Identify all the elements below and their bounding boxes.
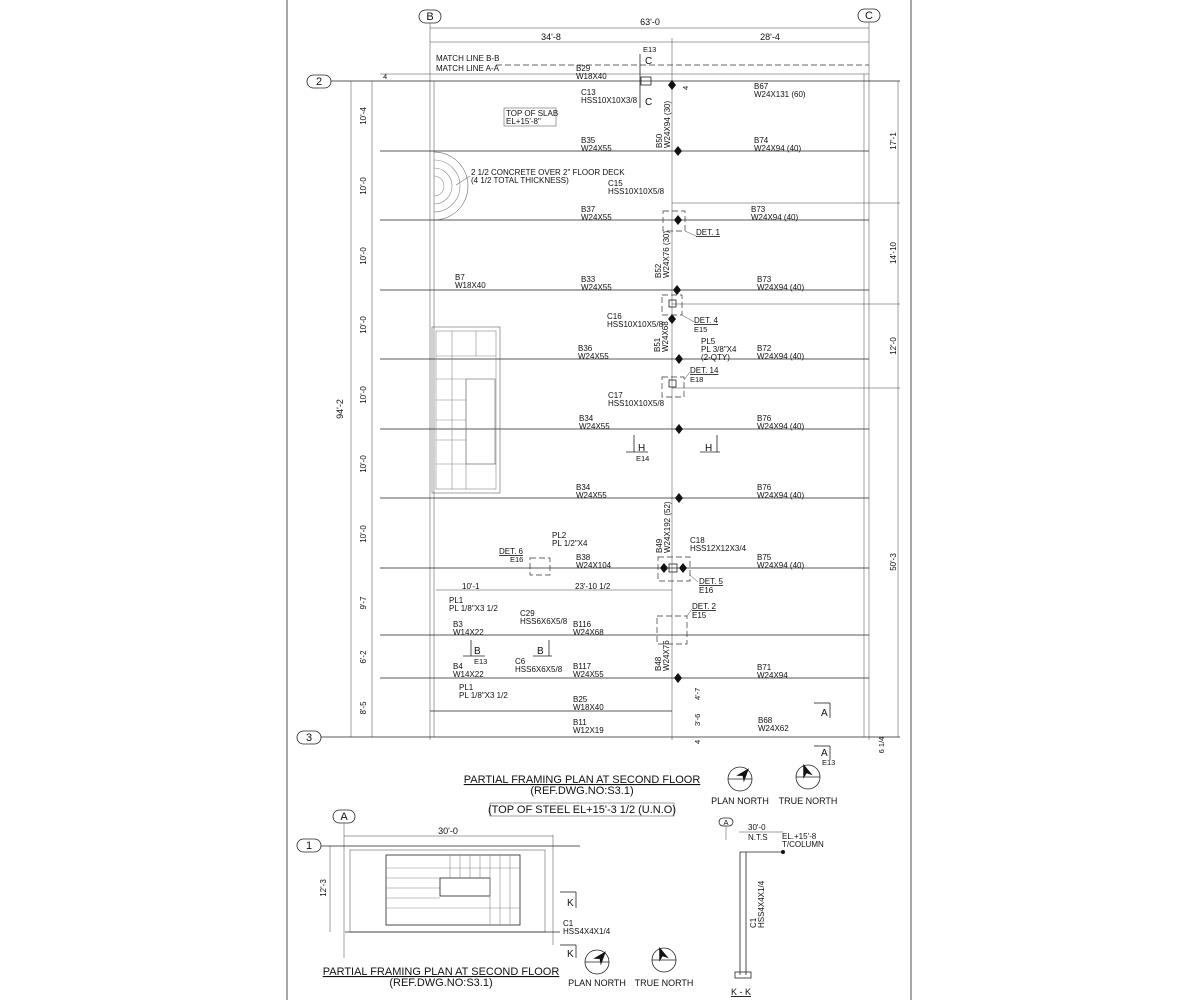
beam-label-b3: B3 [453, 620, 463, 629]
column-label-c6: C6 [515, 657, 526, 666]
main-plan-title: PARTIAL FRAMING PLAN AT SECOND FLOOR [463, 774, 701, 786]
svg-text:1: 1 [305, 840, 313, 852]
svg-text:H: H [638, 443, 646, 454]
svg-text:A: A [340, 811, 348, 823]
svg-text:4: 4 [693, 739, 702, 744]
svg-text:W18X40: W18X40 [455, 281, 486, 290]
svg-text:HSS6X6X5/8: HSS6X6X5/8 [520, 617, 568, 626]
svg-text:W24X94 (40): W24X94 (40) [754, 144, 802, 153]
plan-north-icon-2 [585, 948, 610, 974]
svg-text:W24X94 (40): W24X94 (40) [757, 561, 805, 570]
plate-label-pl1b: PL1 [459, 683, 474, 692]
grid-bubble-b [419, 10, 441, 23]
svg-text:A: A [821, 708, 828, 719]
beam-label-b4: B4 [453, 662, 463, 671]
svg-text:HSS10X10X3/8: HSS10X10X3/8 [581, 96, 638, 105]
svg-text:TOP OF SLAB: TOP OF SLAB [506, 109, 559, 118]
sub-plan [297, 810, 611, 960]
beam-label-b38: B38 [576, 553, 591, 562]
section-kk-title: K - K [730, 987, 752, 997]
svg-text:9'-7: 9'-7 [359, 596, 368, 610]
beam-label-b74: B74 [754, 136, 769, 145]
grid-bubble-3 [297, 731, 321, 744]
true-north-label-2: TRUE NORTH [634, 978, 694, 988]
grid-bubble-c [858, 9, 880, 22]
section-marker-c [640, 45, 656, 108]
beam-label-b49: B49 [655, 538, 664, 553]
svg-text:C: C [645, 56, 653, 67]
svg-text:4'-7: 4'-7 [693, 687, 702, 700]
beam-label-b68: B68 [758, 716, 773, 725]
svg-text:E15: E15 [694, 325, 708, 334]
beam-labels [449, 64, 806, 744]
beam-label-b117: B117 [573, 662, 592, 671]
match-line-aa-label: MATCH LINE A-A [436, 64, 499, 73]
top-of-slab-note [504, 108, 558, 126]
svg-text:C: C [865, 10, 873, 22]
true-north-icon-2 [652, 945, 676, 972]
plan-north-label-2: PLAN NORTH [568, 978, 626, 988]
svg-text:W24X55: W24X55 [581, 213, 612, 222]
beam-label-b33: B33 [581, 275, 596, 284]
beam-label-b29: B29 [576, 64, 591, 73]
beam-label-b116: B116 [573, 620, 592, 629]
svg-text:B: B [426, 11, 434, 23]
svg-text:W24X55: W24X55 [581, 283, 612, 292]
svg-text:W24X94 (40): W24X94 (40) [751, 213, 799, 222]
svg-text:W14X22: W14X22 [453, 670, 484, 679]
svg-text:4: 4 [681, 85, 690, 90]
beam-label-b73b: B73 [757, 275, 772, 284]
beam-label-b51: B51 [653, 337, 662, 352]
svg-text:HSS4X4X1/4: HSS4X4X1/4 [757, 880, 766, 928]
plate-label-pl5: PL5 [701, 337, 716, 346]
column-label-c15: C15 [608, 179, 623, 188]
svg-text:A: A [723, 818, 729, 827]
svg-text:HSS10X10X5/8: HSS10X10X5/8 [608, 399, 665, 408]
beam-label-b76b: B76 [757, 483, 772, 492]
column-label-c18: C18 [690, 536, 705, 545]
svg-text:W24X55: W24X55 [576, 491, 607, 500]
deck-note [456, 168, 625, 185]
svg-text:6'-2: 6'-2 [359, 650, 368, 664]
right-dimensions [877, 81, 898, 753]
kk-tcolumn: T/COLUMN [782, 840, 824, 849]
svg-text:PL 3/8"X4: PL 3/8"X4 [701, 345, 737, 354]
svg-text:HSS4X4X1/4: HSS4X4X1/4 [563, 927, 611, 936]
svg-text:W24X68: W24X68 [573, 628, 604, 637]
det-1: DET. 1 [696, 228, 721, 237]
svg-text:W24X55: W24X55 [573, 670, 604, 679]
svg-text:K: K [567, 898, 574, 909]
svg-text:W18X40: W18X40 [573, 703, 604, 712]
column-markers [641, 77, 687, 683]
stair-core [432, 327, 500, 493]
svg-text:W12X19: W12X19 [573, 726, 604, 735]
beam-label-b34a: B34 [579, 414, 594, 423]
sub-plan-title: PARTIAL FRAMING PLAN AT SECOND FLOOR [322, 966, 560, 978]
match-line-bb-label: MATCH LINE B-B [436, 54, 500, 63]
beam-label-b75: B75 [757, 553, 772, 562]
svg-text:EL+15'-8": EL+15'-8" [506, 117, 541, 126]
dim-10-1: 10'-1 [462, 582, 480, 591]
svg-text:W24X94 (40): W24X94 (40) [757, 283, 805, 292]
main-plan [297, 9, 900, 767]
svg-text:W24X62: W24X62 [758, 724, 789, 733]
svg-text:W24X94: W24X94 [757, 671, 788, 680]
svg-text:W24X55: W24X55 [578, 352, 609, 361]
svg-text:W14X22: W14X22 [453, 628, 484, 637]
main-plan-ref: (REF.DWG.NO:S3.1) [530, 785, 634, 797]
svg-text:W24X55: W24X55 [581, 144, 612, 153]
plan-north-icon [728, 765, 753, 791]
column-label-c13: C13 [581, 88, 596, 97]
svg-text:10'-0: 10'-0 [359, 525, 368, 543]
svg-text:2 1/2 CONCRETE OVER 2" FLOOR D: 2 1/2 CONCRETE OVER 2" FLOOR DECK [471, 168, 625, 177]
svg-text:HSS12X12X3/4: HSS12X12X3/4 [690, 544, 747, 553]
detail-boxes [530, 211, 698, 644]
beam-label-b52: B52 [654, 263, 663, 278]
svg-text:PL 1/2"X4: PL 1/2"X4 [552, 539, 588, 548]
dim-sub-height: 12'-3 [319, 879, 328, 897]
det-5: DET. 5 [699, 577, 724, 586]
svg-text:W24X192 (52): W24X192 (52) [663, 501, 672, 553]
dim-23-10: 23'-10 1/2 [575, 582, 611, 591]
svg-text:50'-3: 50'-3 [889, 553, 898, 571]
svg-text:4: 4 [383, 72, 388, 81]
left-dimensions [335, 81, 372, 737]
dim-sub-width: 30'-0 [438, 826, 458, 836]
beam-label-b48: B48 [654, 656, 663, 671]
svg-text:B: B [474, 646, 481, 657]
beam-label-b67: B67 [754, 82, 769, 91]
beam-label-b7: B7 [455, 273, 465, 282]
column-label-c17: C17 [608, 391, 623, 400]
sub-plan-stair [386, 855, 520, 925]
det-4: DET. 4 [694, 316, 719, 325]
grid-bubble-2 [307, 75, 331, 88]
grid-bubble-1 [297, 839, 321, 852]
column-label-c16: C16 [607, 312, 622, 321]
kk-elevation: EL.+15'-8 [782, 832, 817, 841]
svg-text:17'-1: 17'-1 [889, 132, 898, 150]
beam-label-b34b: B34 [576, 483, 591, 492]
svg-text:2: 2 [315, 76, 323, 88]
beam-label-b36: B36 [578, 344, 593, 353]
column-label-c1: C1 [563, 919, 574, 928]
svg-text:HSS6X6X5/8: HSS6X6X5/8 [515, 665, 563, 674]
svg-text:H: H [705, 443, 713, 454]
svg-text:10'-0: 10'-0 [359, 316, 368, 334]
beam-label-b76a: B76 [757, 414, 772, 423]
svg-text:E16: E16 [510, 555, 524, 564]
sub-plan-ref: (REF.DWG.NO:S3.1) [389, 977, 493, 989]
det-2: DET. 2 [692, 602, 717, 611]
section-marker-a [814, 703, 835, 767]
svg-text:3: 3 [305, 732, 313, 744]
svg-text:(2-QTY): (2-QTY) [701, 353, 730, 362]
svg-text:W24X76 (30): W24X76 (30) [662, 230, 671, 278]
main-title [464, 774, 701, 816]
svg-text:6 1/4: 6 1/4 [877, 736, 886, 754]
svg-text:12'-0: 12'-0 [889, 337, 898, 355]
true-north-label: TRUE NORTH [778, 796, 838, 806]
section-marker-h [626, 435, 720, 463]
svg-text:W24X94 (40): W24X94 (40) [757, 352, 805, 361]
beam-label-b11: B11 [573, 718, 587, 727]
svg-text:B: B [537, 646, 544, 657]
svg-text:10'-0: 10'-0 [359, 177, 368, 195]
kk-nts: N.T.S [748, 833, 768, 842]
svg-text:10'-0: 10'-0 [359, 386, 368, 404]
svg-text:(4 1/2 TOTAL THICKNESS): (4 1/2 TOTAL THICKNESS) [471, 176, 569, 185]
svg-text:E15: E15 [692, 611, 707, 620]
kk-column-label: C1 [749, 917, 758, 928]
beam-label-b71: B71 [757, 663, 772, 672]
beam-label-b50: B50 [655, 133, 664, 148]
beam-label-b73a: B73 [751, 205, 766, 214]
svg-text:E13: E13 [643, 45, 657, 54]
svg-text:E16: E16 [699, 586, 714, 595]
svg-text:E14: E14 [636, 454, 650, 463]
svg-text:E13: E13 [474, 657, 488, 666]
svg-text:E18: E18 [690, 375, 704, 384]
section-kk [719, 818, 824, 997]
deck-hatch [434, 152, 468, 220]
svg-text:W24X104: W24X104 [576, 561, 612, 570]
dim-right-width: 28'-4 [760, 32, 780, 42]
svg-text:W24X94 (40): W24X94 (40) [757, 491, 805, 500]
true-north-icon [796, 762, 820, 789]
dim-kk-width: 30'-0 [748, 823, 766, 832]
plan-north-label: PLAN NORTH [711, 796, 769, 806]
sub-title [323, 966, 560, 989]
svg-text:3'-6: 3'-6 [693, 713, 702, 726]
svg-text:C: C [645, 97, 653, 108]
det-14: DET. 14 [690, 366, 719, 375]
svg-text:W24X131 (60): W24X131 (60) [754, 90, 806, 99]
column-label-c29: C29 [520, 609, 535, 618]
svg-text:A: A [821, 748, 828, 759]
svg-text:W24X68: W24X68 [661, 321, 670, 352]
plate-label-pl1a: PL1 [449, 596, 464, 605]
svg-text:HSS10X10X5/8: HSS10X10X5/8 [607, 320, 664, 329]
svg-text:K: K [567, 949, 574, 960]
main-plan-tos: (TOP OF STEEL EL+15'-3 1/2 (U.N.O) [487, 804, 677, 816]
svg-text:10'-0: 10'-0 [359, 455, 368, 473]
plate-label-pl2: PL2 [552, 531, 567, 540]
beam-label-b25: B25 [573, 695, 588, 704]
grid-bubble-a [333, 810, 355, 823]
svg-text:10'-0: 10'-0 [359, 247, 368, 265]
svg-text:10'-4: 10'-4 [359, 107, 368, 125]
dim-overall-width: 63'-0 [640, 17, 660, 27]
svg-text:E13: E13 [822, 758, 836, 767]
section-marker-b [463, 640, 552, 666]
svg-text:W24X94 (40): W24X94 (40) [757, 422, 805, 431]
dim-overall-height: 94'-2 [335, 399, 345, 419]
dim-left-width: 34'-8 [541, 32, 561, 42]
svg-text:PL 1/8"X3 1/2: PL 1/8"X3 1/2 [459, 691, 508, 700]
beam-label-b72: B72 [757, 344, 772, 353]
svg-text:14'-10: 14'-10 [889, 242, 898, 264]
svg-text:W24X55: W24X55 [579, 422, 610, 431]
svg-text:W24X94 (30): W24X94 (30) [663, 100, 672, 148]
beam-label-b35: B35 [581, 136, 596, 145]
beam-label-b37: B37 [581, 205, 596, 214]
svg-text:8'-5: 8'-5 [359, 701, 368, 715]
svg-text:PL 1/8"X3 1/2: PL 1/8"X3 1/2 [449, 604, 498, 613]
svg-text:HSS10X10X5/8: HSS10X10X5/8 [608, 187, 665, 196]
svg-text:W18X40: W18X40 [576, 72, 607, 81]
det-6: DET. 6 [499, 547, 524, 556]
svg-text:W24X76: W24X76 [662, 640, 671, 671]
